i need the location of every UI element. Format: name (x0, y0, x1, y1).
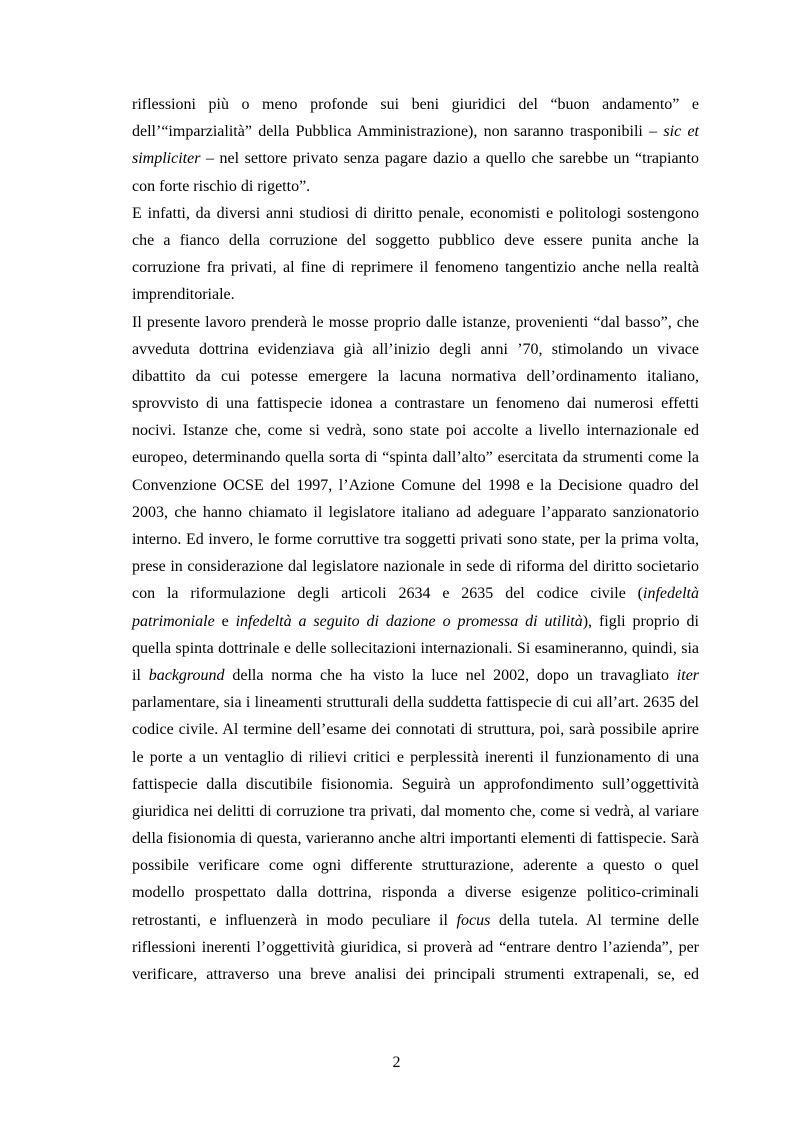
text-run: modello prospettato dalla dottrina, risponda a diverse esigenze politico-criminali (132, 884, 699, 902)
text-run: che a fianco della corruzione del soggetto pubblico deve essere punita anche la (132, 231, 699, 249)
text-line (132, 336, 699, 363)
text-run: giuridica nei delitti di corruzione tra privati, dal momento che, come si vedrà, al variare (132, 802, 699, 820)
text-line (132, 254, 699, 281)
paragraph (132, 200, 699, 309)
text-run: sprovvisto di una fattispecie idonea a contrastare un fenomeno dai numerosi effetti (132, 395, 699, 413)
text-run: corruzione fra privati, al fine di reprimere il fenomeno tangentizio anche nella realtà (132, 259, 699, 277)
text-line (132, 499, 699, 526)
text-line (132, 281, 699, 308)
paragraph (132, 309, 699, 989)
text-line (132, 472, 699, 499)
text-line (132, 825, 699, 852)
text-run: le porte a un ventaglio di rilievi critici e perplessità inerenti il funzionamento di una (132, 748, 699, 766)
text-line (132, 852, 699, 879)
text-run: riflessioni inerenti l’oggettività giuridica, si proverà ad “entrare dentro l’azienda”, per (132, 938, 699, 956)
text-run: interno. Ed invero, le forme corruttive tra soggetti privati sono state, per la prima volta, (132, 531, 699, 548)
italic-text: sic et (663, 123, 700, 141)
text-run: 2003, che hanno chiamato il legislatore italiano ad adeguare l’apparato sanzionatorio (132, 503, 699, 521)
text-line (132, 309, 699, 336)
page-number: 2 (392, 1054, 401, 1071)
italic-text: infedeltà (643, 585, 699, 603)
text-run: codice civile. Al termine dell’esame dei connotati di struttura, poi, sarà possibile aprire (132, 721, 699, 739)
text-run: con forte rischio di rigetto”. (132, 177, 311, 195)
text-run: avveduta dottrina evidenziava già all’inizio degli anni ’70, stimolando un vivace (132, 340, 699, 358)
text-run: retrostanti, e influenzerà in modo peculiare il (132, 911, 457, 929)
text-line (132, 118, 699, 145)
text-line (132, 417, 699, 444)
text-run: e (214, 612, 236, 630)
text-run: della tutela. Al termine delle (490, 911, 699, 929)
text-line (132, 200, 699, 227)
text-run: dell’“imparzialità” della Pubblica Amministrazione), non saranno trasponibili – (132, 123, 664, 141)
text-line (132, 689, 699, 716)
text-line (132, 961, 699, 988)
text-run: fattispecie dalla discutibile fisionomia. Seguirà un approfondimento sull’oggettività (132, 775, 699, 793)
text-run: nocivi. Istanze che, come si vedrà, sono state poi accolte a livello internazionale ed (132, 422, 699, 440)
text-run: con la riformulazione degli articoli 2634 e 2635 del codice civile ( (132, 585, 644, 603)
text-run: possibile verificare come ogni differente strutturazione, aderente a questo o quel (132, 857, 699, 875)
text-run: quella spinta dottrinale e delle sollecitazioni internazionali. Si esamineranno, quindi, sia (132, 639, 699, 657)
text-line (132, 444, 699, 471)
text-line (132, 526, 699, 553)
text-line (132, 635, 699, 662)
text-line (132, 390, 699, 417)
italic-text: background (148, 666, 225, 684)
text-line (132, 879, 699, 906)
text-run: verificare, attraverso una breve analisi dei principali strumenti extrapenali, se, ed (132, 966, 699, 983)
text-run: della fisionomia di questa, varieranno anche altri importanti elementi di fattispecie. Sarà (132, 830, 699, 848)
italic-text: patrimoniale (132, 612, 215, 630)
text-run: della norma che ha visto la luce nel 2002, dopo un travagliato (224, 666, 677, 684)
italic-text: focus (456, 911, 491, 929)
text-run: prese in considerazione dal legislatore nazionale in sede di riforma del diritto societario (132, 558, 699, 576)
text-line (132, 173, 699, 200)
italic-text: iter (676, 666, 700, 684)
text-line (132, 907, 699, 934)
text-line (132, 716, 699, 743)
text-run: il (132, 666, 149, 684)
text-line (132, 771, 699, 798)
text-line (132, 934, 699, 961)
paragraph (132, 91, 699, 200)
text-run: europeo, determinando quella sorta di “spinta dall’alto” esercitata da strumenti come la (132, 449, 699, 467)
text-line (132, 145, 699, 172)
text-line (132, 744, 699, 771)
text-run: Il presente lavoro prenderà le mosse proprio dalle istanze, provenienti “dal basso”, che (132, 313, 699, 331)
text-line (132, 580, 699, 607)
text-run: imprenditoriale. (132, 286, 235, 304)
text-line (132, 798, 699, 825)
text-run: ), figli proprio di (582, 612, 699, 630)
text-line (132, 227, 699, 254)
text-run: riflessioni più o meno profonde sui beni giuridici del “buon andamento” e (132, 96, 699, 113)
text-run: – nel settore privato senza pagare dazio a quello che sarebbe un “trapianto (200, 150, 699, 168)
text-run: dibattito da cui potesse emergere la lacuna normativa dell’ordinamento italiano, (132, 367, 699, 385)
text-run: E infatti, da diversi anni studiosi di diritto penale, economisti e politologi sostengono (132, 204, 699, 222)
document-body (132, 91, 699, 988)
text-line (132, 363, 699, 390)
text-line (132, 608, 699, 635)
text-line (132, 553, 699, 580)
text-line (132, 91, 699, 118)
italic-text: simpliciter (132, 150, 201, 168)
text-line (132, 662, 699, 689)
italic-text: infedeltà a seguito di dazione o promessa di utilità (235, 612, 583, 630)
text-run: parlamentare, sia i lineamenti strutturali della suddetta fattispecie di cui all’art. 2635 del (132, 694, 699, 712)
text-run: Convenzione OCSE del 1997, l’Azione Comune del 1998 e la Decisione quadro del (132, 476, 699, 494)
